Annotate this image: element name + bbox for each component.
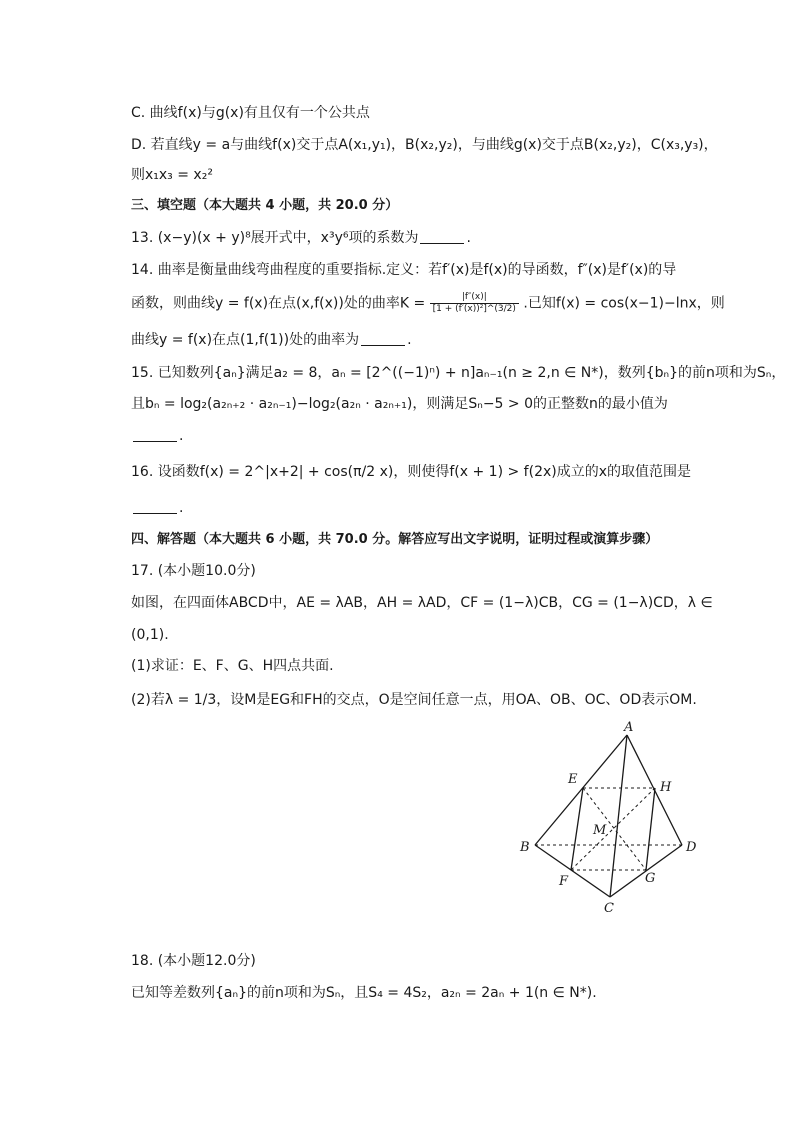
question-16-line1: 16. 设函数f(x) = 2^|x+2| + cos(π/2 x)，则使得f(x + 1) > f(2x)成立的x的取值范围是 [131,464,692,480]
question-15-line3 [131,426,183,446]
question-17-part2: (2)若λ = 1/3，设M是EG和FH的交点，O是空间任意一点，用OA、OB、OC、OD表示OM. [131,692,697,708]
segment-hg [646,788,655,870]
curvature-denominator: [1 + (f′(x))²]^(3/2) [432,304,516,314]
question-15-line1: 15. 已知数列{aₙ}满足a₂ = 8，aₙ = [2^((−1)ⁿ) + n]aₙ₋₁(n ≥ 2,n ∈ N*)，数列{bₙ}的前n项和为Sₙ， [131,365,786,381]
question-17-header: 17. (本小题10.0分) [131,563,256,579]
q13-end: . [466,230,471,246]
question-14-line3 [131,330,412,350]
q14-text-pre: 函数，则曲线y = f(x)在点(x,f(x))处的曲率K = [131,295,426,312]
q13-text: 13. (x−y)(x + y)⁸展开式中，x³y⁶项的系数为 [131,230,419,246]
q14-text-post: .已知f(x) = cos(x−1)−lnx，则 [523,295,725,312]
question-17-part1: (1)求证：E、F、G、H四点共面. [131,658,334,674]
edge-ac [610,735,627,897]
q15-end: . [179,428,184,444]
option-d-line1: D. 若直线y = a与曲线f(x)交于点A(x₁,y₁)，B(x₂,y₂)，与曲线g(x)交于点B(x₂,y₂)，C(x₃,y₃)， [131,137,718,153]
question-15-line2: 且bₙ = log₂(a₂ₙ₊₂ · a₂ₙ₋₁)−log₂(a₂ₙ · a₂ₙ₊₁)，则满足Sₙ−5 > 0的正整数n的最小值为 [131,396,668,412]
q13-answer-blank [420,229,464,244]
curvature-numerator: |f″(x)| [430,292,519,304]
label-b: B [520,840,530,855]
label-e: E [568,772,578,787]
q14-text-end: 曲线y = f(x)在点(1,f(1))处的曲率为 [131,332,360,348]
section-4-heading: 四、解答题（本大题共 6 小题，共 70.0 分。解答应写出文字说明，证明过程或演算步骤） [131,532,659,547]
option-d-line2: 则x₁x₃ = x₂² [131,167,213,183]
label-m: M [593,823,607,838]
question-13 [131,228,471,248]
section-3-heading: 三、填空题（本大题共 4 小题，共 20.0 分） [131,198,399,213]
question-18-header: 18. (本小题12.0分) [131,953,256,969]
label-f: F [559,874,569,889]
q14-end: . [407,332,412,348]
question-18-line1: 已知等差数列{aₙ}的前n项和为Sₙ，且S₄ = 4S₂，a₂ₙ = 2aₙ + 1(n ∈ N*). [131,985,597,1001]
edge-ab [535,735,627,845]
q16-end: . [179,500,184,516]
question-14-line2 [131,292,725,315]
q16-answer-blank [133,499,177,514]
label-a: A [624,720,634,735]
segment-fh [571,788,655,870]
q15-answer-blank [133,427,177,442]
q14-answer-blank [361,331,405,346]
curvature-fraction [430,292,519,315]
question-17-line2: (0,1). [131,627,169,643]
label-c: C [604,901,614,915]
question-14-line1: 14. 曲率是衡量曲线弯曲程度的重要指标.定义：若f′(x)是f(x)的导函数，f″(x)是f′(x)的导 [131,262,677,278]
question-16-line2 [131,498,183,518]
label-g: G [645,871,656,886]
question-17-line1: 如图，在四面体ABCD中，AE = λAB，AH = λAD，CF = (1−λ)CB，CG = (1−λ)CD，λ ∈ [131,595,713,611]
label-d: D [686,840,697,855]
option-c: C. 曲线f(x)与g(x)有且仅有一个公共点 [131,105,370,121]
edge-bc [535,845,610,897]
label-h: H [660,780,672,795]
tetrahedron-figure [510,715,710,915]
